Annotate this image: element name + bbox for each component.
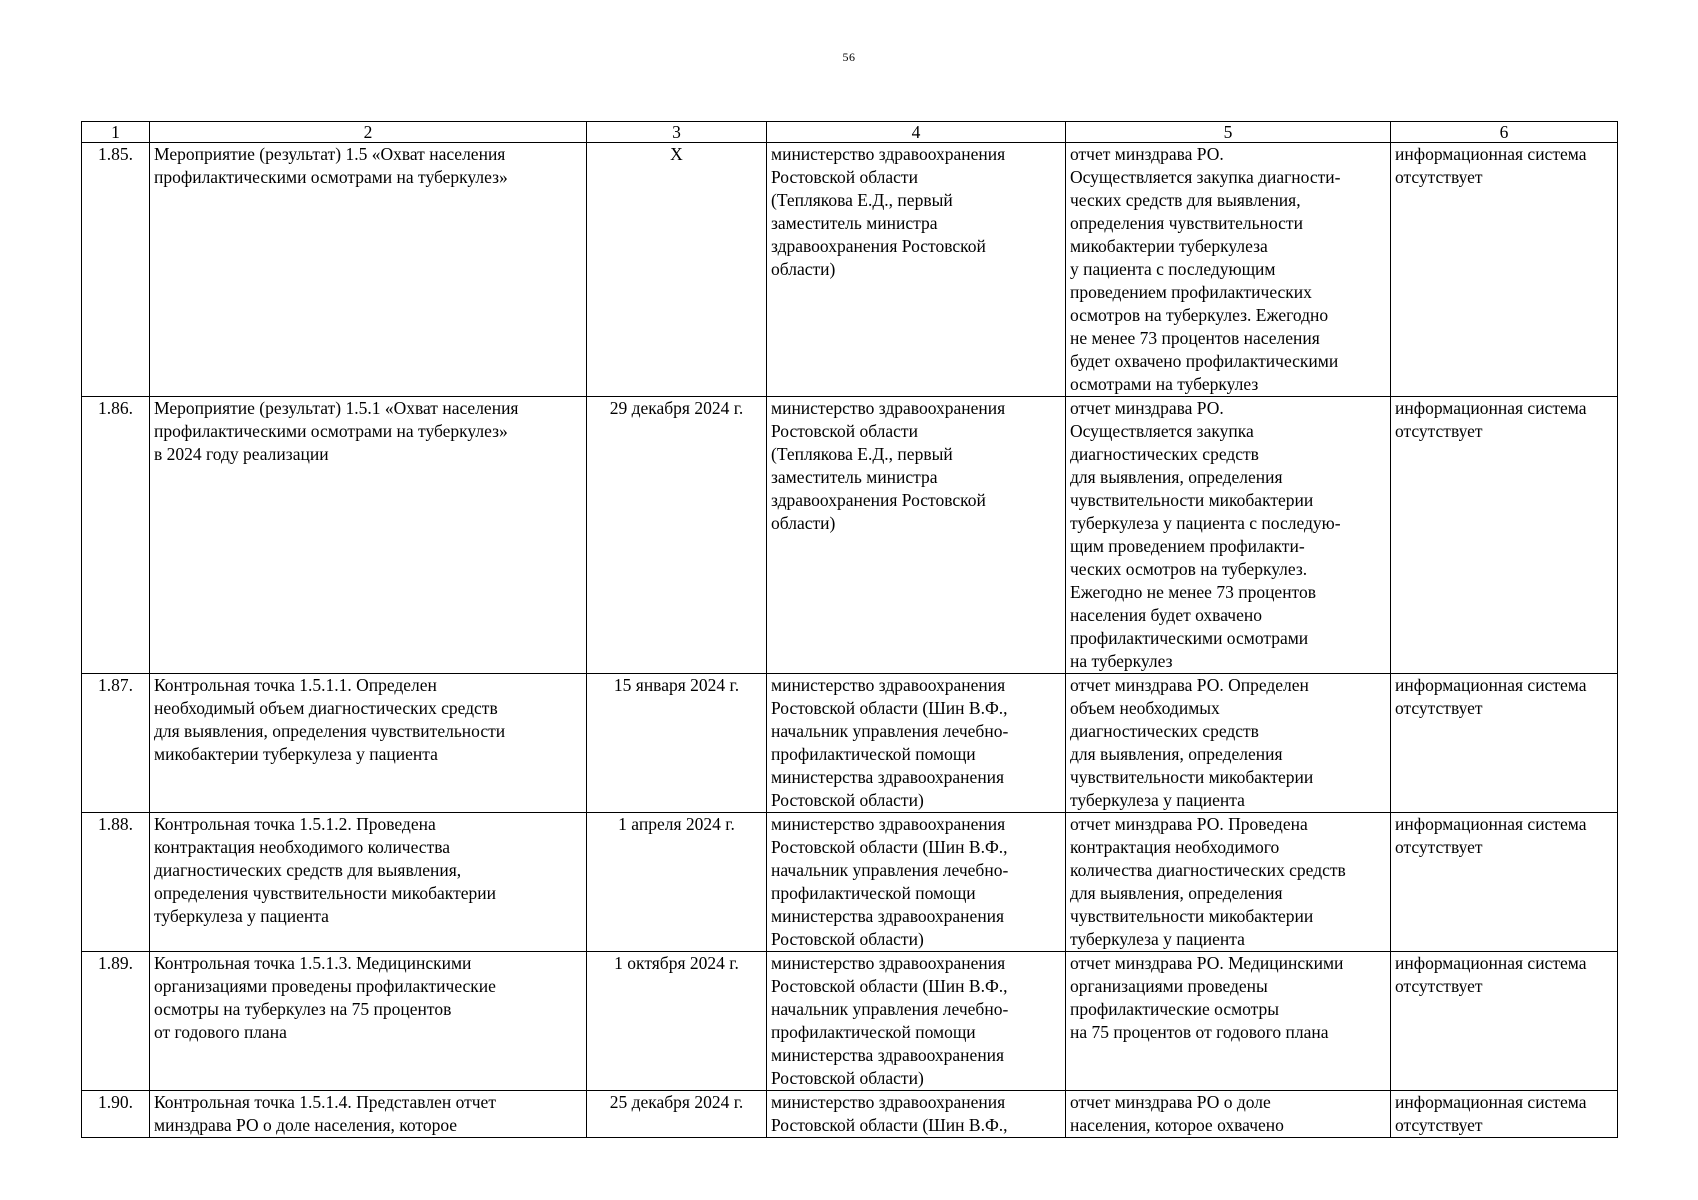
table-row [82,143,1618,397]
confirming-document-line: на туберкулез [1070,651,1173,671]
responsible-executor-line: профилактической помощи [771,744,976,764]
responsible-executor-cell [767,952,1066,1091]
table-row [82,813,1618,952]
confirming-document-line: чувствительности микобактерии [1070,767,1314,787]
confirming-document-cell [1066,813,1391,952]
confirming-document-line: контрактация необходимого [1070,837,1280,857]
responsible-executor-cell [767,813,1066,952]
measure-name-line: Контрольная точка 1.5.1.3. Медицинскими [154,953,472,973]
responsible-executor-cell [767,143,1066,397]
confirming-document-line: Осуществляется закупка [1070,421,1254,441]
confirming-document-line: для выявления, определения [1070,883,1283,903]
measure-name-line: осмотры на туберкулез на 75 процентов [154,999,452,1019]
measure-name-line: туберкулеза у пациента [154,906,329,926]
column-header: 4 [767,122,1066,143]
responsible-executor-line: начальник управления лечебно- [771,860,1009,880]
confirming-document-cell [1066,143,1391,397]
confirming-document-line: осмотров на туберкулез. Ежегодно [1070,305,1329,325]
measure-name-line: от годового плана [154,1022,287,1042]
responsible-executor-line: Ростовской области [771,421,918,441]
confirming-document-line: Ежегодно не менее 73 процентов [1070,582,1316,602]
confirming-document-line: на 75 процентов от годового плана [1070,1022,1329,1042]
measure-name-line: диагностических средств для выявления, [154,860,462,880]
confirming-document-line: отчет минздрава РО. Проведена [1070,814,1308,834]
responsible-executor-line: министерство здравоохранения [771,144,1006,164]
responsible-executor-line: Ростовской области (Шин В.Ф., [771,1115,1008,1135]
table-row [82,674,1618,813]
measure-name-line: профилактическими осмотрами на туберкулез» [154,167,508,187]
table-row [82,397,1618,674]
confirming-document-line: профилактические осмотры [1070,999,1280,1019]
measure-name-line: для выявления, определения чувствительности [154,721,506,741]
responsible-executor-line: Ростовской области (Шин В.Ф., [771,976,1008,996]
confirming-document-line: чувствительности микобактерии [1070,906,1314,926]
confirming-document-line: Осуществляется закупка диагности- [1070,167,1341,187]
confirming-document-line: микобактерии туберкулеза [1070,236,1268,256]
responsible-executor-line: Ростовской области) [771,1068,924,1088]
confirming-document-cell [1066,674,1391,813]
column-header: 3 [587,122,767,143]
deadline-date-cell: 1 апреля 2024 г. [587,813,767,952]
measure-name-line: организациями проведены профилактические [154,976,496,996]
confirming-document-cell [1066,952,1391,1091]
information-system-line: информационная система [1395,675,1587,695]
measure-name-line: микобактерии туберкулеза у пациента [154,744,438,764]
confirming-document-line: организациями проведены [1070,976,1268,996]
confirming-document-line: туберкулеза у пациента [1070,929,1245,949]
responsible-executor-line: начальник управления лечебно- [771,721,1009,741]
confirming-document-cell [1066,1091,1391,1138]
information-system-line: информационная система [1395,814,1587,834]
information-system-cell [1391,1091,1618,1138]
column-header: 5 [1066,122,1391,143]
responsible-executor-line: профилактической помощи [771,883,976,903]
confirming-document-line: диагностических средств [1070,721,1259,741]
confirming-document-line: определения чувствительности [1070,213,1303,233]
measure-name-line: Контрольная точка 1.5.1.2. Проведена [154,814,436,834]
responsible-executor-line: министерство здравоохранения [771,1092,1006,1112]
responsible-executor-line: заместитель министра [771,213,938,233]
row-number-cell: 1.87. [82,674,150,813]
confirming-document-line: диагностических средств [1070,444,1259,464]
responsible-executor-line: области) [771,259,836,279]
column-header: 6 [1391,122,1618,143]
responsible-executor-line: (Теплякова Е.Д., первый [771,190,953,210]
responsible-executor-cell [767,397,1066,674]
measure-name-line: Контрольная точка 1.5.1.4. Представлен отчет [154,1092,496,1112]
information-system-line: отсутствует [1395,1115,1483,1135]
confirming-document-line: отчет минздрава РО. [1070,144,1224,164]
responsible-executor-line: заместитель министра [771,467,938,487]
measure-name-cell [150,1091,587,1138]
measure-name-cell [150,952,587,1091]
confirming-document-line: осмотрами на туберкулез [1070,374,1259,394]
responsible-executor-line: Ростовской области (Шин В.Ф., [771,698,1008,718]
responsible-executor-line: Ростовской области (Шин В.Ф., [771,837,1008,857]
measure-name-cell [150,674,587,813]
confirming-document-line: ческих осмотров на туберкулез. [1070,559,1308,579]
confirming-document-line: туберкулеза у пациента [1070,790,1245,810]
confirming-document-line: отчет минздрава РО. Определен [1070,675,1309,695]
row-number-cell: 1.86. [82,397,150,674]
responsible-executor-cell [767,1091,1066,1138]
responsible-executor-line: министерства здравоохранения [771,1045,1005,1065]
responsible-executor-line: министерства здравоохранения [771,906,1005,926]
header-row [82,122,1618,143]
page-number: 56 [842,50,856,64]
confirming-document-line: ческих средств для выявления, [1070,190,1301,210]
row-number-cell: 1.85. [82,143,150,397]
deadline-date-cell: 1 октября 2024 г. [587,952,767,1091]
confirming-document-line: будет охвачено профилактическими [1070,351,1339,371]
confirming-document-line: не менее 73 процентов населения [1070,328,1320,348]
responsible-executor-line: Ростовской области) [771,929,924,949]
deadline-date-cell: 29 декабря 2024 г. [587,397,767,674]
responsible-executor-line: министерство здравоохранения [771,953,1006,973]
confirming-document-cell [1066,397,1391,674]
information-system-cell [1391,397,1618,674]
deadline-date-cell: X [587,143,767,397]
measure-name-line: Мероприятие (результат) 1.5 «Охват населения [154,144,506,164]
information-system-line: отсутствует [1395,976,1483,996]
confirming-document-line: отчет минздрава РО. [1070,398,1224,418]
row-number-cell: 1.88. [82,813,150,952]
measure-name-line: необходимый объем диагностических средств [154,698,498,718]
responsible-executor-line: профилактической помощи [771,1022,976,1042]
responsible-executor-line: министерство здравоохранения [771,814,1006,834]
information-system-line: отсутствует [1395,167,1483,187]
confirming-document-line: объем необходимых [1070,698,1220,718]
deadline-date-cell: 15 января 2024 г. [587,674,767,813]
measures-table [81,121,1618,1138]
confirming-document-line: чувствительности микобактерии [1070,490,1314,510]
table-row [82,952,1618,1091]
responsible-executor-line: области) [771,513,836,533]
measure-name-line: в 2024 году реализации [154,444,329,464]
responsible-executor-cell [767,674,1066,813]
information-system-cell [1391,813,1618,952]
measure-name-line: Мероприятие (результат) 1.5.1 «Охват населения [154,398,519,418]
table-body [82,143,1618,1138]
confirming-document-line: щим проведением профилакти- [1070,536,1305,556]
confirming-document-line: отчет минздрава РО. Медицинскими [1070,953,1344,973]
information-system-line: отсутствует [1395,421,1483,441]
confirming-document-line: населения, которое охвачено [1070,1115,1284,1135]
column-header: 1 [82,122,150,143]
confirming-document-line: профилактическими осмотрами [1070,628,1309,648]
information-system-line: отсутствует [1395,698,1483,718]
row-number-cell: 1.89. [82,952,150,1091]
responsible-executor-line: министерство здравоохранения [771,398,1006,418]
deadline-date-cell: 25 декабря 2024 г. [587,1091,767,1138]
measure-name-line: определения чувствительности микобактерии [154,883,496,903]
measure-name-cell [150,813,587,952]
confirming-document-line: для выявления, определения [1070,744,1283,764]
measure-name-cell [150,143,587,397]
confirming-document-line: населения будет охвачено [1070,605,1262,625]
information-system-cell [1391,674,1618,813]
confirming-document-line: туберкулеза у пациента с последую- [1070,513,1341,533]
confirming-document-line: проведением профилактических [1070,282,1312,302]
information-system-cell [1391,143,1618,397]
confirming-document-line: у пациента с последующим [1070,259,1276,279]
responsible-executor-line: министерство здравоохранения [771,675,1006,695]
measure-name-line: минздрава РО о доле населения, которое [154,1115,458,1135]
information-system-line: информационная система [1395,953,1587,973]
responsible-executor-line: здравоохранения Ростовской [771,490,986,510]
responsible-executor-line: здравоохранения Ростовской [771,236,986,256]
information-system-line: информационная система [1395,144,1587,164]
information-system-line: отсутствует [1395,837,1483,857]
table-row [82,1091,1618,1138]
information-system-line: информационная система [1395,398,1587,418]
column-header: 2 [150,122,587,143]
information-system-line: информационная система [1395,1092,1587,1112]
measure-name-line: Контрольная точка 1.5.1.1. Определен [154,675,437,695]
measure-name-cell [150,397,587,674]
information-system-cell [1391,952,1618,1091]
responsible-executor-line: (Теплякова Е.Д., первый [771,444,953,464]
confirming-document-line: для выявления, определения [1070,467,1283,487]
confirming-document-line: количества диагностических средств [1070,860,1346,880]
row-number-cell: 1.90. [82,1091,150,1138]
responsible-executor-line: начальник управления лечебно- [771,999,1009,1019]
responsible-executor-line: Ростовской области [771,167,918,187]
measure-name-line: профилактическими осмотрами на туберкулез» [154,421,508,441]
measure-name-line: контрактация необходимого количества [154,837,451,857]
responsible-executor-line: министерства здравоохранения [771,767,1005,787]
confirming-document-line: отчет минздрава РО о доле [1070,1092,1271,1112]
responsible-executor-line: Ростовской области) [771,790,924,810]
